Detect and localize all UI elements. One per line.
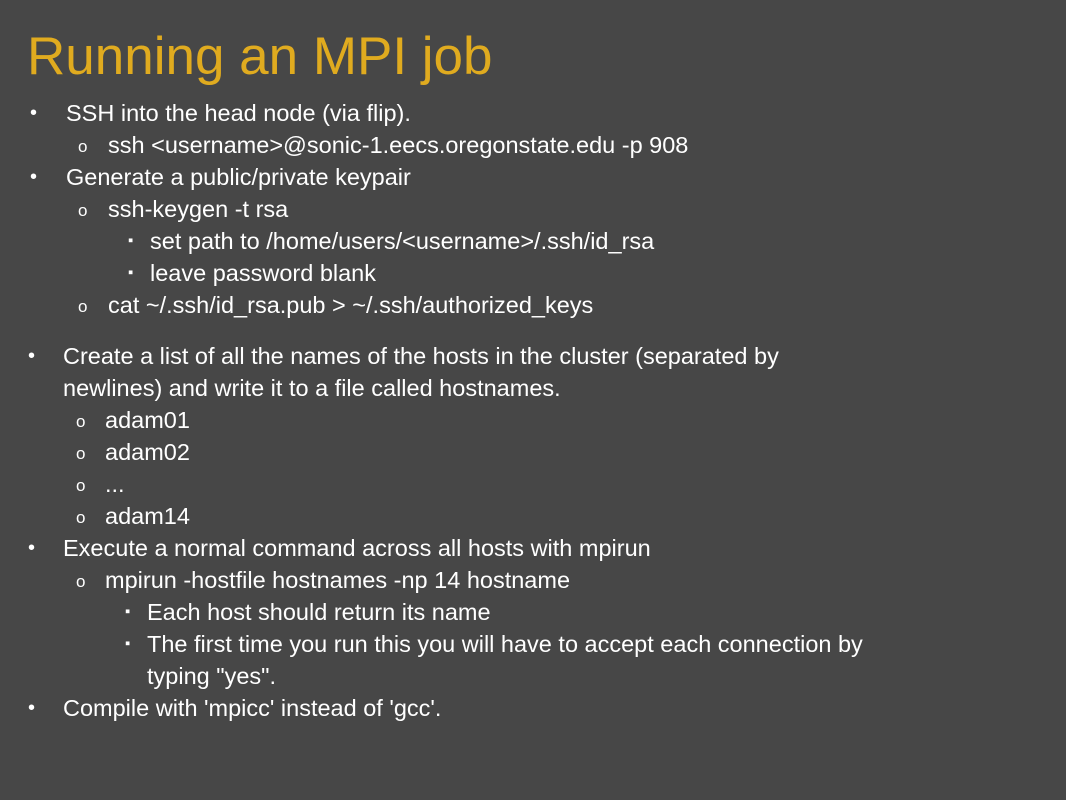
circle-marker: o: [78, 297, 88, 316]
square-marker: ▪: [128, 264, 134, 281]
circle-marker: o: [76, 508, 86, 527]
list-item-accept-connection-line2: typing "yes".: [147, 663, 277, 689]
list-item-create-host-list-line2: newlines) and write it to a file called hostnames.: [63, 375, 561, 401]
list-item-ssh-keygen: ssh-keygen -t rsa: [108, 196, 289, 222]
list-item-host-return-name: Each host should return its name: [147, 599, 491, 625]
list-item-cat-authorized-keys: cat ~/.ssh/id_rsa.pub > ~/.ssh/authorized_keys: [108, 292, 594, 318]
list-item-host-adam02: adam02: [105, 439, 190, 465]
list-item-create-host-list-line1: Create a list of all the names of the hosts in the cluster (separated by: [63, 343, 779, 369]
list-item-ssh-head-node: SSH into the head node (via flip).: [66, 100, 411, 126]
circle-marker: o: [76, 412, 86, 431]
bullet-marker: •: [28, 537, 36, 559]
circle-marker: o: [78, 137, 88, 156]
list-item-accept-connection-line1: The first time you run this you will have to accept each connection by: [147, 631, 863, 657]
circle-marker: o: [76, 476, 86, 495]
square-marker: ▪: [128, 232, 134, 249]
circle-marker: o: [78, 201, 88, 220]
square-marker: ▪: [125, 603, 131, 620]
list-item-set-path: set path to /home/users/<username>/.ssh/id_rsa: [150, 228, 655, 254]
list-item-ssh-command: ssh <username>@sonic-1.eecs.oregonstate.edu -p 908: [108, 132, 689, 158]
bullet-marker: •: [28, 697, 36, 719]
bullet-marker: •: [30, 166, 38, 188]
list-item-host-adam14: adam14: [105, 503, 190, 529]
bullet-marker: •: [28, 345, 36, 367]
bullet-marker: •: [30, 102, 38, 124]
list-item-password-blank: leave password blank: [150, 260, 376, 286]
list-item-execute-command: Execute a normal command across all hosts with mpirun: [63, 535, 651, 561]
list-item-generate-keypair: Generate a public/private keypair: [66, 164, 411, 190]
circle-marker: o: [76, 572, 86, 591]
list-item-mpirun-command: mpirun -hostfile hostnames -np 14 hostname: [105, 567, 571, 593]
square-marker: ▪: [125, 635, 131, 652]
list-item-host-ellipsis: ...: [105, 471, 125, 497]
slide-title: Running an MPI job: [27, 27, 493, 86]
list-item-host-adam01: adam01: [105, 407, 190, 433]
circle-marker: o: [76, 444, 86, 463]
list-item-compile-mpicc: Compile with 'mpicc' instead of 'gcc'.: [63, 695, 442, 721]
